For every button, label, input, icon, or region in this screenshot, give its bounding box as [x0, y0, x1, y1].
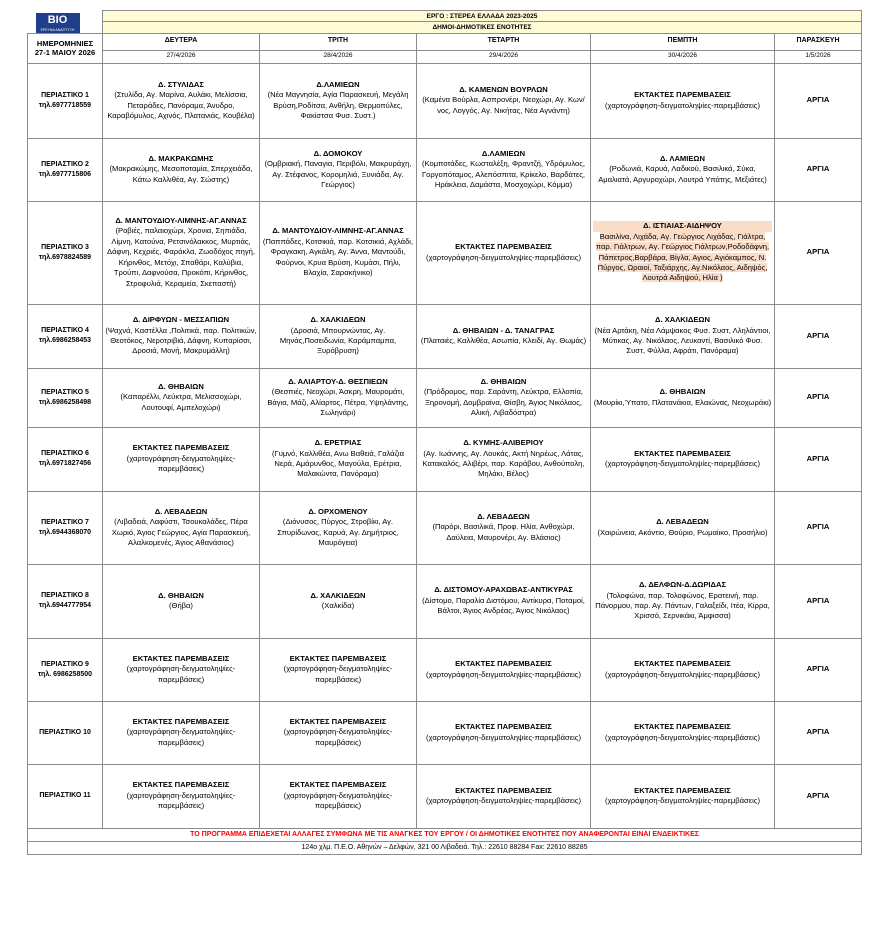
schedule-cell [103, 427, 260, 491]
schedule-cell [775, 764, 862, 828]
schedule-row [28, 63, 862, 138]
region-name: ΠΕΡΙΑΣΤΙΚΟ 4 [41, 327, 89, 334]
schedule-cell [260, 304, 417, 368]
cell-title: ΕΚΤΑΚΤΕΣ ΠΑΡΕΜΒΑΣΕΙΣ [132, 716, 230, 726]
region-cell [28, 491, 103, 564]
cell-locations: (Καπαρέλλι, Λεύκτρα, Μελισσοχώρι, Λουτουφί, Αμπελοχώρι) [120, 392, 242, 412]
schedule-cell [103, 201, 260, 304]
units-title: ΔΗΜΟΙ-ΔΗΜΟΤΙΚΕΣ ΕΝΟΤΗΤΕΣ [103, 22, 862, 33]
cell-title: ΕΚΤΑΚΤΕΣ ΠΑΡΕΜΒΑΣΕΙΣ [634, 722, 731, 732]
cell-title: Δ. ΘΗΒΑΙΩΝ - Δ. ΤΑΝΑΓΡΑΣ [452, 325, 555, 335]
schedule-cell [103, 304, 260, 368]
cell-title: Δ. ΔΟΜΟΚΟΥ [313, 148, 363, 158]
cell-locations: (χαρτογράφηση-δειγματοληψίες-παρεμβάσεις) [126, 664, 236, 684]
dates-label-line1: ΗΜΕΡΟΜΗΝΙΕΣ [36, 39, 94, 48]
schedule-cell [417, 427, 591, 491]
cell-locations: (χαρτογράφηση-δειγματοληψίες-παρεμβάσεις) [283, 790, 393, 811]
cell-title: Δ. ΧΑΛΚΙΔΕΩΝ [310, 315, 366, 325]
cell-title: ΕΚΤΑΚΤΕΣ ΠΑΡΕΜΒΑΣΕΙΣ [289, 780, 387, 790]
schedule-cell [260, 701, 417, 764]
logo-subtitle: ΕΡΕΥΝΑ ΑΝΑΠΤΥΞΗ [40, 27, 75, 32]
schedule-cell [417, 764, 591, 828]
cell-title: ΕΚΤΑΚΤΕΣ ΠΑΡΕΜΒΑΣΕΙΣ [634, 90, 731, 100]
schedule-cell [417, 304, 591, 368]
region-cell [28, 564, 103, 638]
schedule-cell [591, 138, 775, 201]
region-phone: τηλ.6977715806 [38, 170, 92, 178]
schedule-cell [775, 701, 862, 764]
cell-locations: (Πλαταιές, Καλλιθέα, Ασωπία, Κλειδί, Αγ. Θωμάς) [420, 336, 587, 345]
schedule-table [27, 10, 862, 855]
cell-title: ΑΡΓΙΑ [806, 790, 830, 800]
region-name: ΠΕΡΙΑΣΤΙΚΟ 11 [39, 792, 91, 799]
schedule-row [28, 638, 862, 701]
cell-locations: (Δροσιά, Μπουρνώντας, Αγ. Μηνάς,Ποσειδωνία, Καράμπαμπα, Ξυρόβρυση) [279, 325, 397, 356]
cell-locations: (Μακρακώμης, Μεσοποταμία, Σπερχειάδα, Κάτω Καλλιθέα, Αγ. Σώστης) [109, 164, 253, 184]
region-phone: τηλ.6971827456 [38, 460, 92, 467]
cell-title: Δ. ΣΤΥΛΙΔΑΣ [158, 79, 204, 89]
cell-locations: (Ροδωνιά, Καρυά, Λαδικού, Βασιλικά, Σύκα, Αμαλιατά, Αργυροχώρι, Λουτρά Υπάτης, Μεξιάτες) [598, 164, 767, 184]
cell-locations: (Δίστομο, Παραλία Διστόμου, Αντίκυρα, Ποταμοί, Βάλτοι, Άγιος Ανδρέας, Άγιος Νικόλαος) [422, 595, 585, 616]
schedule-cell [775, 368, 862, 427]
region-name: ΠΕΡΙΑΣΤΙΚΟ 10 [39, 728, 91, 736]
schedule-cell [417, 138, 591, 201]
schedule-cell [591, 201, 775, 304]
schedule-cell [417, 201, 591, 304]
logo-text: BIO [47, 13, 68, 26]
region-cell [28, 764, 103, 828]
cell-title: ΑΡΓΙΑ [806, 164, 830, 174]
cell-locations: (χαρτογράφηση-δειγματοληψίες-παρεμβάσεις) [283, 664, 393, 684]
cell-locations: (χαρτογράφηση-δειγματοληψίες-παρεμβάσεις) [126, 453, 236, 474]
schedule-cell [103, 701, 260, 764]
cell-title: ΕΚΤΑΚΤΕΣ ΠΑΡΕΜΒΑΣΕΙΣ [132, 780, 230, 790]
schedule-cell [417, 368, 591, 427]
schedule-cell [417, 63, 591, 138]
cell-locations: (χαρτογράφηση-δειγματοληψίες-παρεμβάσεις) [126, 790, 236, 811]
schedule-cell [103, 564, 260, 638]
schedule-cell [260, 638, 417, 701]
cell-title: Δ. ΘΗΒΑΙΩΝ [158, 590, 204, 600]
cell-title: Δ. ΧΑΛΚΙΔΕΩΝ [655, 315, 710, 325]
region-cell [28, 368, 103, 427]
schedule-cell [417, 491, 591, 564]
cell-locations: (Νέα Αρτάκη, Νέα Λάμψακος Φυσ. Συστ, Λληλάντιοι, Μύτικας, Αγ. Νικόλαος, Λευκαντί, Βασιλικό Φυσ. Συστ, Φύλλα, Αφράτι, Πανόραμα) [594, 325, 771, 356]
cell-locations: (χαρτογράφηση-δειγματοληψίες-παρεμβάσεις) [605, 669, 760, 679]
cell-title: Δ. ΘΗΒΑΙΩΝ [659, 387, 706, 397]
region-name: ΠΕΡΙΑΣΤΙΚΟ 9 [41, 660, 89, 668]
cell-locations: (χαρτογράφηση-δειγματοληψίες-παρεμβάσεις) [605, 100, 760, 110]
cell-title: ΕΚΤΑΚΤΕΣ ΠΑΡΕΜΒΑΣΕΙΣ [289, 716, 387, 726]
region-phone: τηλ.6986258453 [38, 337, 92, 344]
schedule-cell [591, 564, 775, 638]
region-phone: τηλ.6944777954 [38, 602, 92, 609]
schedule-cell [591, 491, 775, 564]
cell-locations: (χαρτογράφηση-δειγματοληψίες-παρεμβάσεις) [126, 727, 236, 747]
cell-locations: (χαρτογράφηση-δειγματοληψίες-παρεμβάσεις) [605, 796, 760, 805]
footer-notice: ΤΟ ΠΡΟΓΡΑΜΜΑ ΕΠΙΔΕΧΕΤΑΙ ΑΛΛΑΓΕΣ ΣΥΜΦΩΝΑ ΜΕ ΤΙΣ ΑΝΑΓΚΕΣ ΤΟΥ ΕΡΓΟΥ / ΟΙ ΔΗΜΟΤΙΚΕΣ ΕΝΟΤΗΤΕΣ ΠΟΥ ΑΝΑΦΕΡΟΝΤΑΙ ΕΙΝΑΙ ΕΝΔΕΙΚΤΙΚΕΣ [28, 828, 862, 841]
cell-title: ΑΡΓΙΑ [806, 392, 830, 402]
schedule-cell [775, 427, 862, 491]
schedule-row [28, 764, 862, 828]
cell-title: Δ. ΔΙΡΦΥΩΝ - ΜΕΣΣΑΠΙΩΝ [132, 315, 230, 325]
cell-locations: (Νέα Μαγνησία, Αγία Παρασκευή, Μεγάλη Βρύση,Ροδίτσα, Ανθήλη, Θερμοπύλες, Φακίστσα Φυσ. Συστ.) [267, 90, 409, 120]
cell-locations: (Θεσπιές, Νεοχώρι, Άσκρη, Μαυρομάτι, Βάγια, Μάζι, Αλίαρτος, Πέτρα, Υψηλάντης, Σωληνάρι) [267, 387, 409, 417]
schedule-cell [260, 427, 417, 491]
schedule-cell [591, 427, 775, 491]
cell-title: Δ. ΚΑΜΕΝΩΝ ΒΟΥΡΛΩΝ [459, 84, 548, 94]
region-name: ΠΕΡΙΑΣΤΙΚΟ 2 [41, 160, 89, 168]
footer-address: 124ο χλμ. Π.Ε.Ο. Αθηνών – Δελφών, 321 00 Λιβαδειά. Τηλ.: 22610 88284 Fax: 22610 88285 [28, 841, 862, 854]
schedule-cell [103, 764, 260, 828]
cell-title: ΑΡΓΙΑ [806, 522, 830, 532]
region-cell [28, 638, 103, 701]
dates-label [28, 33, 103, 63]
schedule-cell [260, 138, 417, 201]
schedule-cell [775, 138, 862, 201]
region-cell [28, 427, 103, 491]
cell-locations: (Πρόδρομος, παρ. Σαράντη, Λεύκτρα, Ελλοπία, Ξηρονομή, Δομβραίνα, Θίσβη, Άγιος Νικόλαος, Αλική, Λιβαδόστρα) [424, 387, 583, 417]
region-name: ΠΕΡΙΑΣΤΙΚΟ 5 [41, 388, 89, 396]
day-header: ΠΕΜΠΤΗ [591, 33, 775, 50]
schedule-cell [103, 491, 260, 564]
cell-locations: (Θήβα) [169, 601, 193, 610]
schedule-row [28, 564, 862, 638]
region-phone: τηλ.6944368070 [38, 528, 92, 536]
cell-title: ΑΡΓΙΑ [806, 95, 830, 105]
region-cell [28, 701, 103, 764]
schedule-row [28, 138, 862, 201]
cell-title: ΑΡΓΙΑ [806, 330, 830, 340]
cell-locations: (χαρτογράφηση-δειγματοληψίες-παρεμβάσεις) [426, 669, 581, 679]
schedule-cell [260, 764, 417, 828]
cell-title: Δ. ΔΙΣΤΟΜΟΥ-ΑΡΑΧΩΒΑΣ-ΑΝΤΙΚΥΡΑΣ [434, 585, 573, 595]
cell-title: ΕΚΤΑΚΤΕΣ ΠΑΡΕΜΒΑΣΕΙΣ [634, 448, 731, 458]
schedule-cell [260, 63, 417, 138]
schedule-cell [775, 491, 862, 564]
cell-locations: (Μουρίκι,Ύπατο, Πλατανάκια, Ελαιώνας, Νεοχωράκι) [593, 397, 772, 407]
cell-locations: (χαρτογράφηση-δειγματοληψίες-παρεμβάσεις) [605, 459, 760, 468]
region-phone: τηλ.6978824589 [38, 253, 92, 261]
cell-locations: (χαρτογράφηση-δειγματοληψίες-παρεμβάσεις) [605, 732, 760, 742]
day-header: ΔΕΥΤΕΡΑ [103, 33, 260, 50]
schedule-cell [591, 701, 775, 764]
region-cell [28, 201, 103, 304]
date-header: 30/4/2026 [591, 50, 775, 63]
schedule-cell [103, 138, 260, 201]
cell-locations: (Παρόρι, Βασιλικά, Προφ. Ηλία, Ανθοχώρι, Δαύλεια, Μαυρονέρι, Αγ. Βλάσιος) [432, 522, 575, 542]
day-header: ΤΕΤΑΡΤΗ [417, 33, 591, 50]
cell-title: ΑΡΓΙΑ [806, 664, 830, 674]
cell-title: Δ. ΜΑΝΤΟΥΔΙΟΥ-ΛΙΜΝΗΣ-ΑΓ.ΑΝΝΑΣ [115, 216, 247, 226]
cell-locations: (Χαλκίδα) [321, 601, 355, 610]
cell-locations: (Ομβριακή, Παναγια, Περιβόλι, Μακρυράχη, Αγ. Στέφανος, Κορομηλιά, Ξυνιάδα, Αγ. Γεώργιος) [264, 159, 412, 189]
cell-title: Δ. ΛΑΜΙΕΩΝ [659, 153, 706, 163]
cell-title: Δ. ΔΕΛΦΩΝ-Δ.ΔΩΡΙΔΑΣ [638, 580, 727, 590]
cell-title: ΕΚΤΑΚΤΕΣ ΠΑΡΕΜΒΑΣΕΙΣ [455, 785, 552, 795]
date-header: 29/4/2026 [417, 50, 591, 63]
cell-title: Δ. ΙΣΤΙΑΙΑΣ-ΑΙΔΗΨΟΥ [593, 221, 772, 231]
schedule-row [28, 427, 862, 491]
cell-locations: Βασιλίνα, Λιχάδα, Αγ. Γεώργιος Λιχάδας, Γιάλτρα, παρ. Γιάλτρων, Αγ. Γεώργιος Γιάλτρων,Ροδοδάφνη, Πάπετρος,Βαρβάρα, Βίγλα, Αγιος, Αγιόκαμπος, Ν. Πύργος, Ωραιοί, Ταξιάρχης, Αγ.Νικόλαος, Αιδηψός, Λουτρά Αιδηψού, Ηλία ) [595, 231, 770, 283]
schedule-cell [260, 491, 417, 564]
schedule-cell [103, 638, 260, 701]
day-header: ΠΑΡΑΣΚΕΥΗ [775, 33, 862, 50]
schedule-cell [591, 764, 775, 828]
cell-title: Δ. ΑΛΙΑΡΤΟΥ-Δ. ΘΕΣΠΙΕΩΝ [288, 376, 388, 386]
region-name: ΠΕΡΙΑΣΤΙΚΟ 3 [41, 243, 89, 251]
schedule-cell [775, 304, 862, 368]
region-phone: τηλ.6986258498 [38, 398, 92, 406]
cell-locations: (Ροβιές, παλαιοχώρι, Χρονια, Σηπιάδα, Λίμνη, Κατούνα, Ρετσινόλακκος, Μυρτιάς, Δάφνη, Κεχριές, Φαράκλα, Ζωοδόχος πηγή, Κήρινθος, Μετόχι, Σπαθάρι, Καλύβια, Τρούπι, Δαφνούσα, Προκόπι, Κήρινθος, Στροφυλιά, Κεραμεία, Σκεπαστή) [107, 226, 255, 288]
cell-title: ΕΚΤΑΚΤΕΣ ΠΑΡΕΜΒΑΣΕΙΣ [634, 785, 731, 795]
cell-locations: (Κομποτάδες, Κωσταλέξη, Φραντζή, Υδρόμυλος, Γοργοπόταμος, Αλεπόσπιτα, Κρίκελο, Βαρδάτες, Ηράκλεια, Δαμάστα, Μοσχοχώρι, Κόμμα) [421, 159, 586, 189]
cell-locations: (Καμένα Βούρλα, Ασπρονέρι, Νεοχώρι, Αγ. Κων/νος, Λογγός, Αγ. Νικήτας, Νέα Αγνάντη) [422, 95, 585, 115]
cell-title: ΕΚΤΑΚΤΕΣ ΠΑΡΕΜΒΑΣΕΙΣ [132, 443, 230, 453]
cell-title: Δ. ΚΥΜΗΣ-ΑΛΙΒΕΡΙΟΥ [463, 438, 544, 448]
cell-title: Δ.ΛΑΜΙΕΩΝ [481, 148, 526, 158]
cell-locations: (Αγ. Ιωάννης, Αγ. Λουκάς, Ακτή Νηρέως, Λάτας, Κατακαλός, Αλιβέρι, παρ. Καράβου, Ανθούπολη, Μηλάκι, Βέλος) [422, 448, 585, 479]
schedule-cell [775, 63, 862, 138]
schedule-row [28, 701, 862, 764]
date-header: 1/5/2026 [775, 50, 862, 63]
schedule-cell [591, 368, 775, 427]
schedule-cell [417, 638, 591, 701]
cell-title: ΑΡΓΙΑ [806, 247, 830, 257]
cell-locations: (Χαιρώνεια, Ακόντιο, Θούριο, Ρωμαίικο, Προσήλιο) [597, 527, 768, 537]
cell-title: Δ. ΛΕΒΑΔΕΩΝ [656, 517, 709, 527]
schedule-row [28, 368, 862, 427]
cell-title: ΕΚΤΑΚΤΕΣ ΠΑΡΕΜΒΑΣΕΙΣ [289, 653, 387, 663]
schedule-cell [103, 368, 260, 427]
cell-title: ΕΚΤΑΚΤΕΣ ΠΑΡΕΜΒΑΣΕΙΣ [634, 659, 731, 669]
region-cell [28, 138, 103, 201]
schedule-cell [260, 564, 417, 638]
cell-locations: (χαρτογράφηση-δειγματοληψίες-παρεμβάσεις) [426, 732, 581, 742]
cell-locations: (χαρτογράφηση-δειγματοληψίες-παρεμβάσεις) [426, 796, 581, 805]
cell-locations: (Τολοφώνα, παρ. Τολοφώνος, Ερατεινή, παρ. Πάνορμου, παρ. Αγ. Πάντων, Γαλαξείδι, Ιτέα, Κίρρα, Χρισσό, Σερνικάκι, Άμφισσα) [595, 590, 770, 621]
schedule-cell [417, 564, 591, 638]
cell-title: ΑΡΓΙΑ [806, 595, 830, 605]
region-name: ΠΕΡΙΑΣΤΙΚΟ 7 [41, 518, 89, 526]
cell-title: Δ. ΛΕΒΑΔΕΩΝ [154, 506, 208, 516]
schedule-row [28, 491, 862, 564]
cell-locations: (Ψαχνά, Καστέλλα ,Πολιτικά, παρ. Πολιτικών, Θεοτόκος, Νεροτριβιά, Δάφνη, Κυπαρίσσι, Δροσιά, Μονή, Μακρυμάλλη) [105, 325, 257, 356]
cell-locations: (Στυλίδα, Αγ. Μαρίνα, Αυλάκι, Μελίσσια, Πεταράδες, Πανόραμα, Άνυδρο, Καραβόμυλος, Αχινός, Πλατανιάς, Κουβέλα) [107, 90, 255, 120]
cell-title: Δ. ΟΡΧΟΜΕΝΟΥ [308, 506, 368, 516]
cell-title: ΕΚΤΑΚΤΕΣ ΠΑΡΕΜΒΑΣΕΙΣ [455, 242, 552, 252]
day-header: ΤΡΙΤΗ [260, 33, 417, 50]
schedule-cell [775, 638, 862, 701]
region-name: ΠΕΡΙΑΣΤΙΚΟ 1 [41, 91, 89, 99]
schedule-row [28, 304, 862, 368]
dates-label-line2: 27-1 ΜΑΙΟΥ 2026 [34, 48, 96, 57]
company-logo [36, 13, 80, 33]
cell-title: ΕΚΤΑΚΤΕΣ ΠΑΡΕΜΒΑΣΕΙΣ [132, 653, 230, 663]
cell-title: Δ. ΧΑΛΚΙΔΕΩΝ [310, 590, 366, 600]
cell-title: Δ. ΜΑΝΤΟΥΔΙΟΥ-ΛΙΜΝΗΣ-ΑΓ.ΑΝΝΑΣ [272, 226, 404, 236]
cell-title: Δ. ΕΡΕΤΡΙΑΣ [314, 438, 362, 448]
schedule-cell [775, 564, 862, 638]
cell-locations: (Λιβαδειά, Λαφύστι, Τσουκαλάδες, Πέρα Χωριό, Άγιος Γεώργιος, Αγία Παρασκευή, Αλαλκομενές, Άγιος Αθανάσιος) [111, 517, 251, 547]
date-header: 27/4/2026 [103, 50, 260, 63]
region-cell [28, 304, 103, 368]
cell-title: ΕΚΤΑΚΤΕΣ ΠΑΡΕΜΒΑΣΕΙΣ [455, 659, 552, 669]
cell-locations: (Διόνυσος, Πύργος, Στροβίκι, Αγ. Σπυρίδωνας, Καρυά, Αγ. Δημήτριος, Μαυρόγεια) [277, 517, 399, 547]
schedule-cell [260, 368, 417, 427]
region-phone: τηλ. 6986258500 [37, 670, 93, 678]
region-phone: τηλ.6977718559 [38, 101, 92, 109]
schedule-cell [591, 63, 775, 138]
cell-title: Δ. ΘΗΒΑΙΩΝ [480, 376, 527, 386]
schedule-row [28, 201, 862, 304]
schedule-cell [260, 201, 417, 304]
cell-title: ΑΡΓΙΑ [806, 453, 830, 463]
cell-locations: (Γυμνό, Καλλιθέα, Ανω Βαθειά, Γαλάζια Νερά, Αμάρυνθος, Μαγούλα, Ερέτρια, Μαλακώντα, Πανόραμα) [272, 448, 404, 479]
region-name: ΠΕΡΙΑΣΤΙΚΟ 6 [41, 450, 89, 457]
cell-locations: (χαρτογράφηση-δειγματοληψίες-παρεμβάσεις) [283, 727, 393, 747]
date-header: 28/4/2026 [260, 50, 417, 63]
schedule-cell [591, 638, 775, 701]
cell-title: Δ. ΛΕΒΑΔΕΩΝ [477, 511, 530, 521]
cell-title: ΕΚΤΑΚΤΕΣ ΠΑΡΕΜΒΑΣΕΙΣ [455, 722, 552, 732]
cell-locations: (χαρτογράφηση-δειγματοληψίες-παρεμβάσεις) [426, 252, 581, 262]
region-name: ΠΕΡΙΑΣΤΙΚΟ 8 [41, 592, 89, 599]
cell-title: Δ. ΜΑΚΡΑΚΩΜΗΣ [148, 153, 214, 163]
cell-locations: (Παππάδες, Κοτσικιά, παρ. Κοτσικιά, Αχλάδι, Φραγκακη, Αγκάλη, Αγ. Άννα, Μαντούδι, Φούρνοι, Κρυα Βρύση, Κυμάσι, Πήλι, Βλαχία, Σαρακήνικο) [262, 236, 414, 278]
cell-title: ΑΡΓΙΑ [806, 727, 830, 737]
schedule-cell [591, 304, 775, 368]
cell-title: Δ. ΘΗΒΑΙΩΝ [158, 381, 204, 391]
region-cell [28, 63, 103, 138]
project-title: ΕΡΓΟ : ΣΤΕΡΕΑ ΕΛΛΑΔΑ 2023-2025 [103, 11, 862, 22]
cell-title: Δ.ΛΑΜΙΕΩΝ [316, 79, 360, 89]
schedule-cell [417, 701, 591, 764]
schedule-cell [775, 201, 862, 304]
logo-cell [28, 11, 103, 34]
schedule-cell [103, 63, 260, 138]
